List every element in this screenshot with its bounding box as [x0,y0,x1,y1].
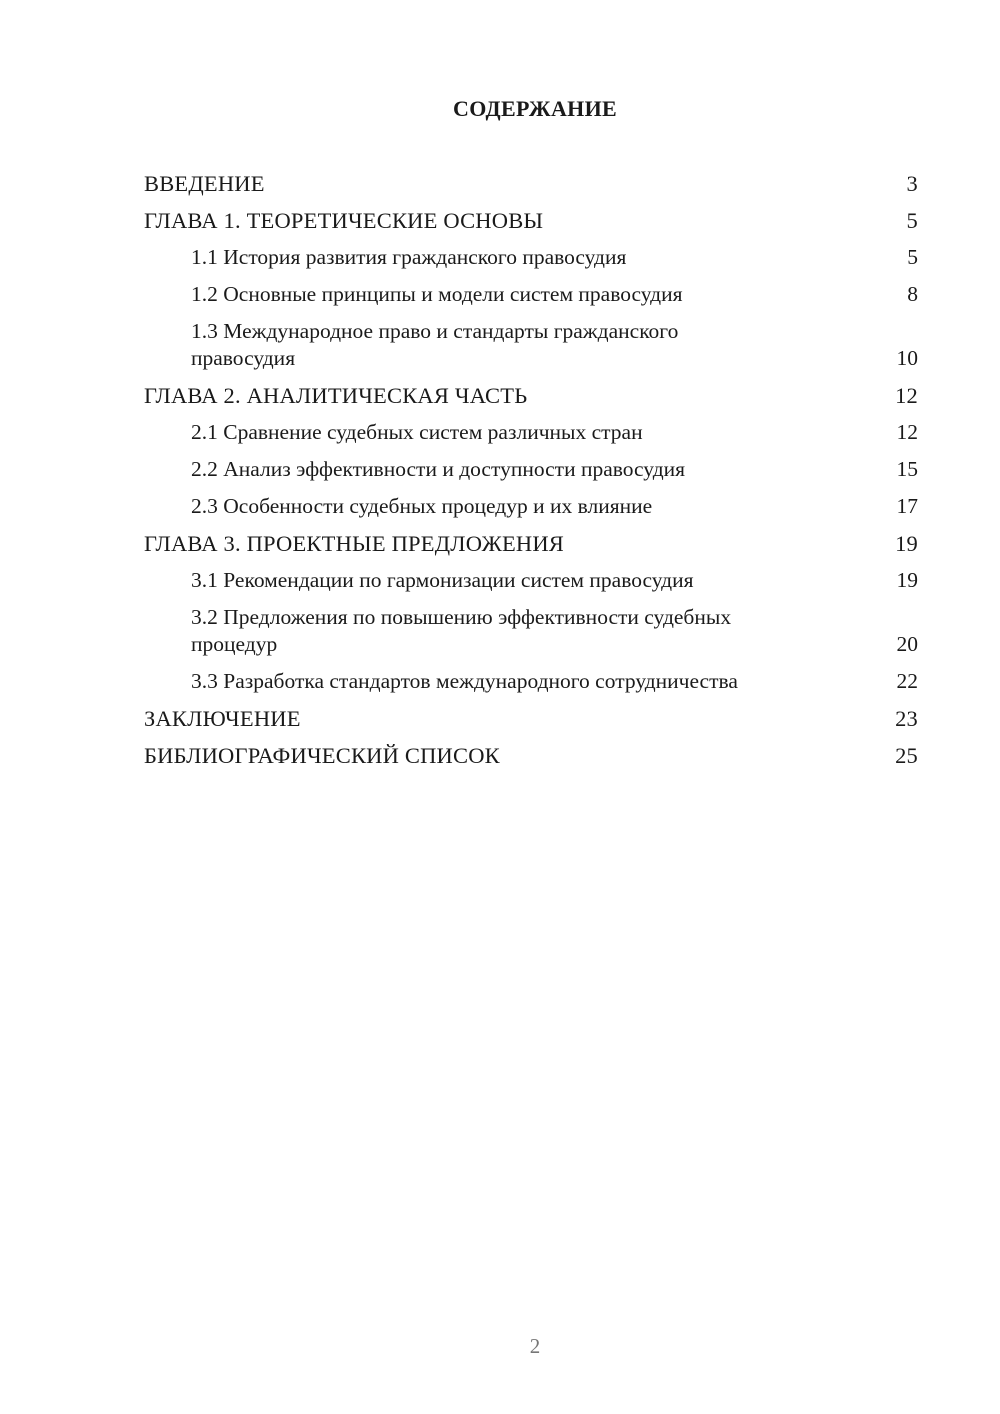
toc-entry-page: 10 [896,346,918,370]
toc-entry-chapter-3[interactable] [144,530,918,557]
toc-entry-chapter-2[interactable] [144,382,918,409]
toc-entry-page: 19 [895,531,918,556]
toc-entry-page: 5 [906,208,918,233]
toc-entry-1-2[interactable] [144,281,918,308]
toc-entry-label: БИБЛИОГРАФИЧЕСКИЙ СПИСОК [144,743,500,768]
toc-entry-page: 20 [896,632,918,656]
toc-entry-page: 12 [896,420,918,444]
toc-entry-label: ВВЕДЕНИЕ [144,171,265,196]
toc-entry-page: 25 [895,743,918,768]
toc-entry-label: 1.3 Международное право и стандарты гражданского правосудия [191,319,679,370]
toc-entry-page: 3 [906,171,918,196]
toc-entry-page: 8 [907,282,918,306]
toc-entry-label: 3.2 Предложения по повышению эффективности судебных процедур [191,605,732,656]
toc-entry-label: 1.2 Основные принципы и модели систем правосудия [191,282,683,306]
toc-entry-introduction[interactable] [144,170,918,197]
toc-entry-1-1[interactable] [144,244,918,271]
table-of-contents [144,170,918,779]
toc-entry-label: 1.1 История развития гражданского правосудия [191,245,627,269]
toc-entry-chapter-1[interactable] [144,207,918,234]
toc-entry-label: ГЛАВА 3. ПРОЕКТНЫЕ ПРЕДЛОЖЕНИЯ [144,531,565,556]
toc-entry-2-1[interactable] [144,419,918,446]
toc-entry-label: ГЛАВА 1. ТЕОРЕТИЧЕСКИЕ ОСНОВЫ [144,208,544,233]
toc-entry-page: 23 [895,706,918,731]
toc-entry-2-3[interactable] [144,493,918,520]
toc-entry-label: ГЛАВА 2. АНАЛИТИЧЕСКАЯ ЧАСТЬ [144,383,528,408]
toc-entry-1-3[interactable] [144,318,918,372]
toc-entry-bibliography[interactable] [144,742,918,769]
toc-entry-3-1[interactable] [144,567,918,594]
toc-entry-label: 2.2 Анализ эффективности и доступности правосудия [191,457,686,481]
toc-entry-label: 2.1 Сравнение судебных систем различных стран [191,420,643,444]
page-number: 2 [529,1334,541,1358]
toc-entry-page: 15 [896,457,918,481]
toc-entry-page: 12 [895,383,918,408]
toc-entry-3-2[interactable] [144,604,918,658]
toc-title: СОДЕРЖАНИЕ [453,96,617,121]
toc-entry-page: 19 [896,568,918,592]
toc-entry-page: 22 [896,669,918,693]
toc-entry-label: 3.1 Рекомендации по гармонизации систем правосудия [191,568,694,592]
toc-entry-conclusion[interactable] [144,705,918,732]
toc-entry-2-2[interactable] [144,456,918,483]
toc-entry-label: ЗАКЛЮЧЕНИЕ [144,706,301,731]
toc-entry-label: 3.3 Разработка стандартов международного сотрудничества [191,669,738,693]
toc-entry-3-3[interactable] [144,668,918,695]
toc-entry-page: 5 [907,245,918,269]
toc-entry-page: 17 [896,494,918,518]
toc-entry-label: 2.3 Особенности судебных процедур и их влияние [191,494,653,518]
